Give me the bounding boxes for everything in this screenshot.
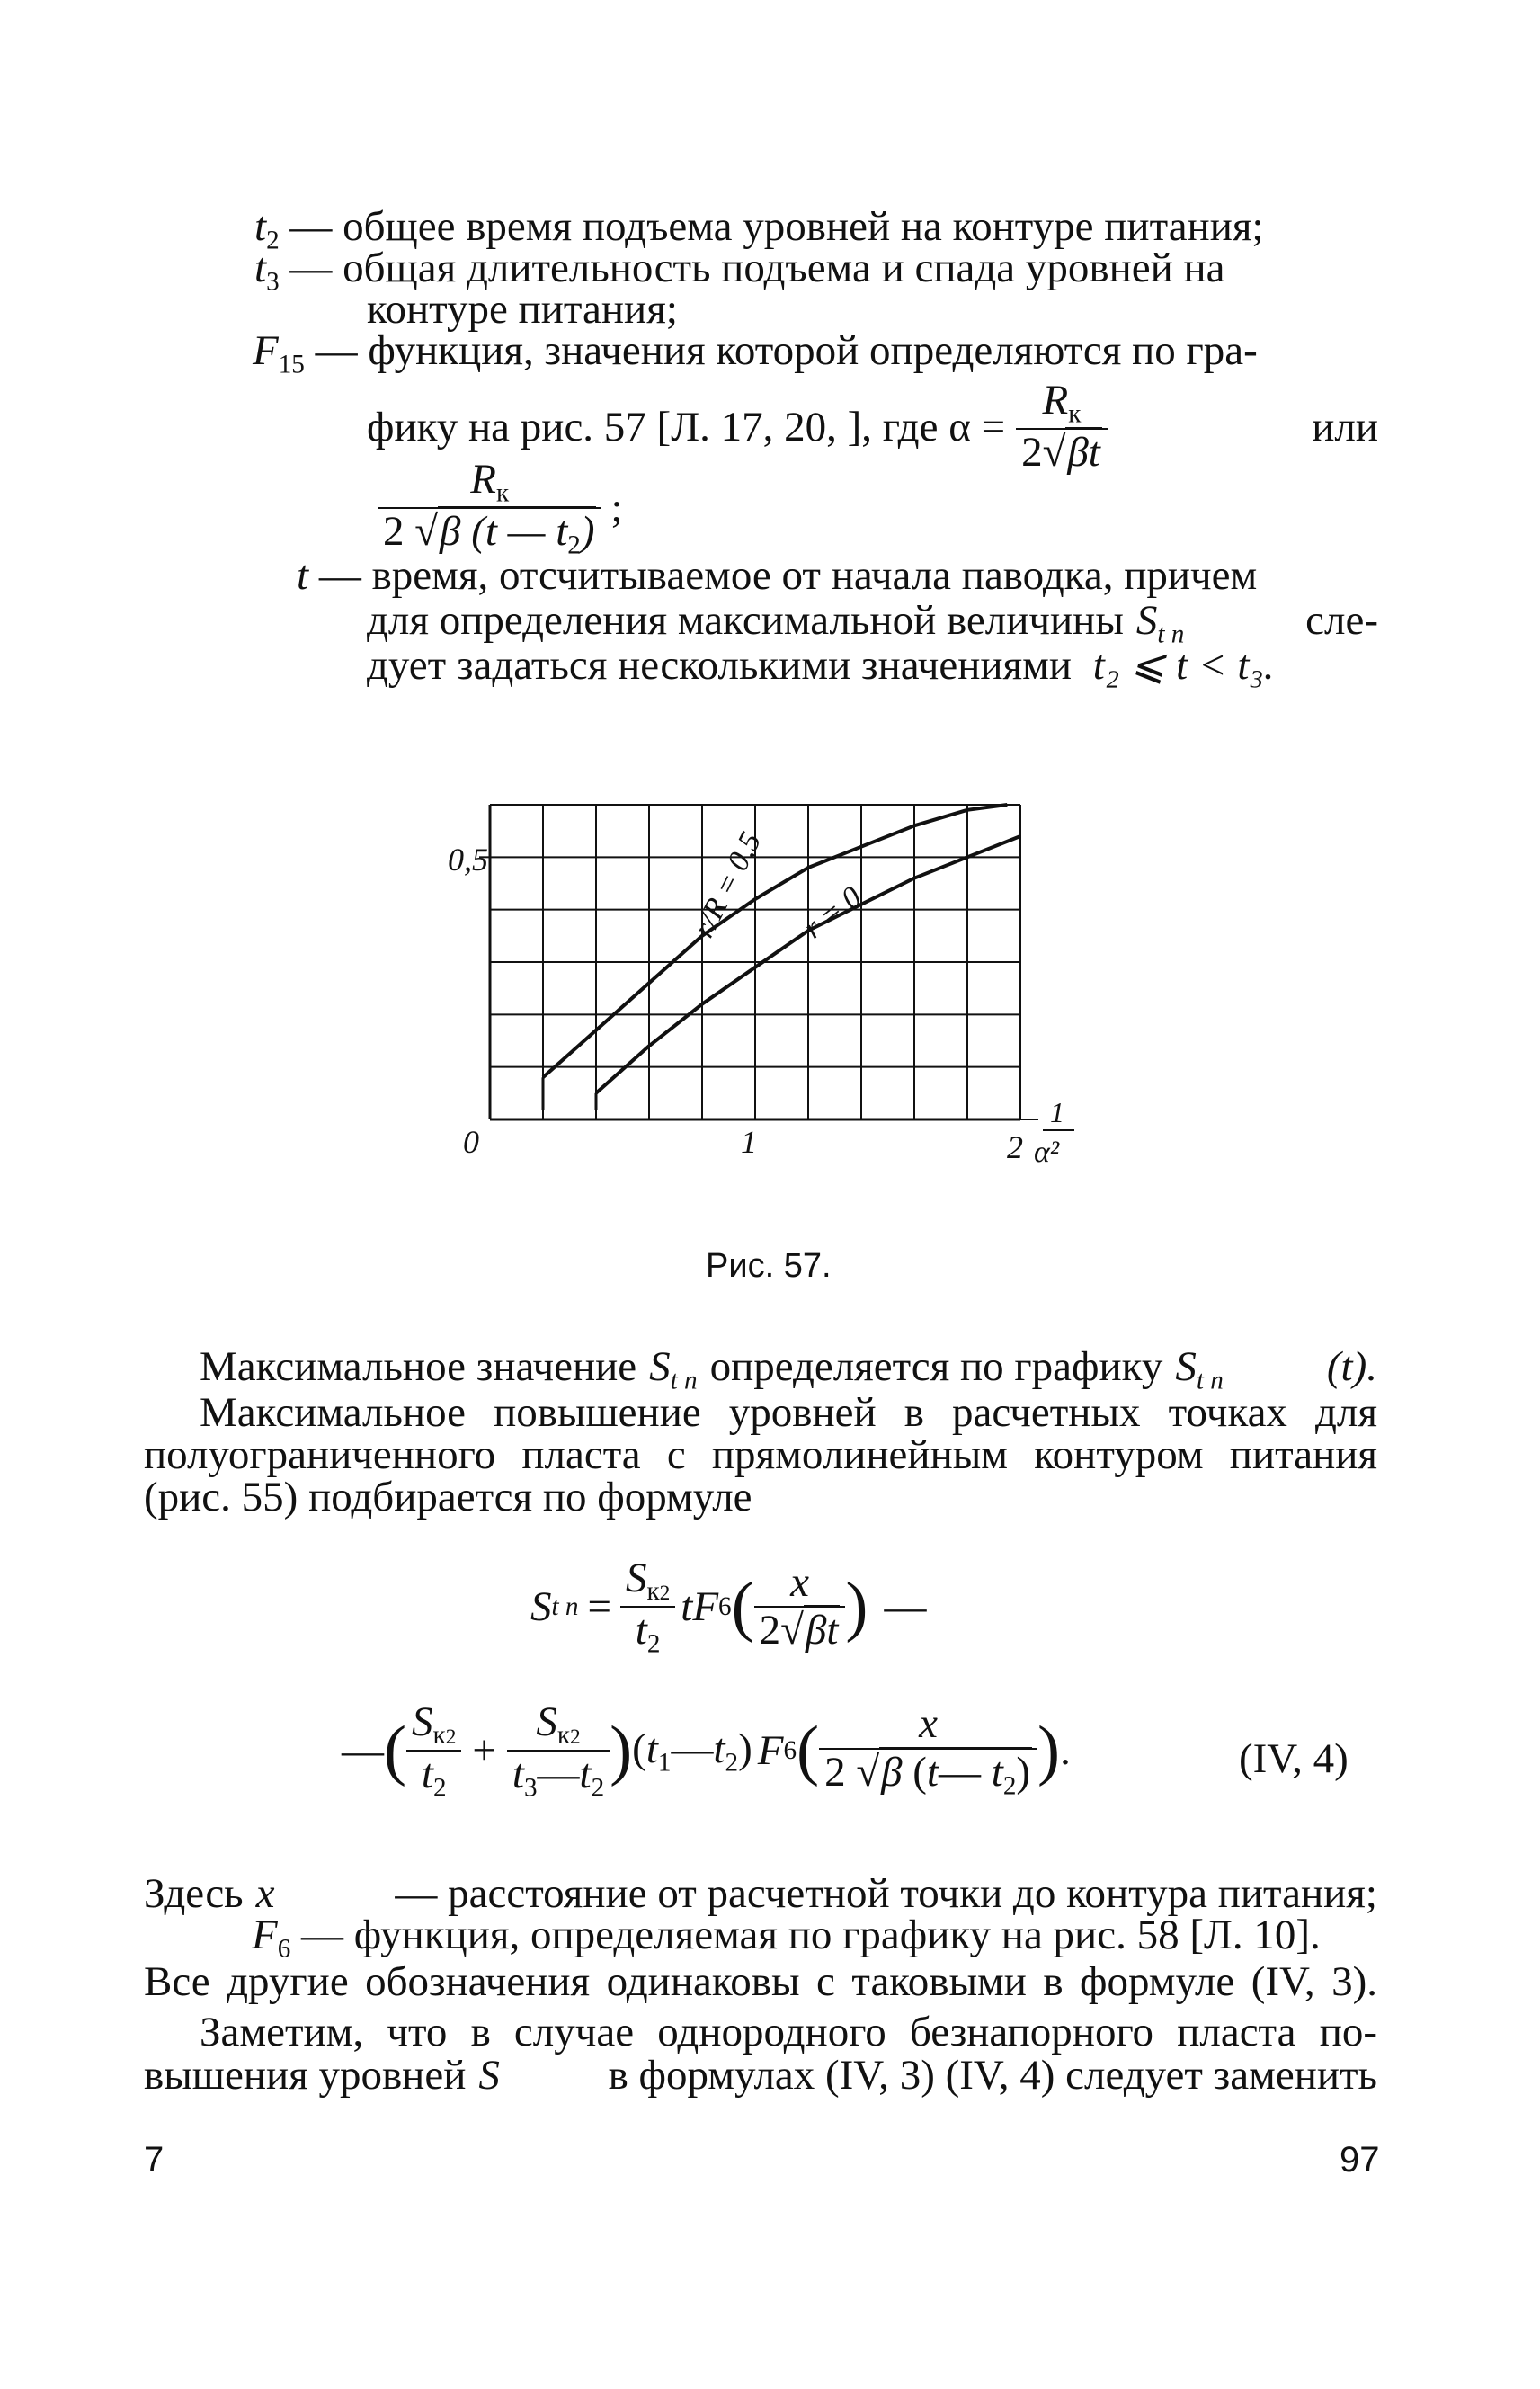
def-t3-cont: контуре питания; [367, 286, 678, 333]
def-t3-text: — общая длительность подъема и спада уровней на [289, 245, 1225, 291]
def-f15-line2: фику на рис. 57 [Л. 17, 20, ], где α = $\frac{R_к}{2√\beta t}$ или [367, 377, 1378, 477]
def-t-text: — время, отсчитываемое от начала паводка, причем [318, 552, 1258, 599]
curve-label-r-0: r = 0 [797, 879, 868, 946]
body-p5: Все другие обозначения одинаковы с таковыми в формуле (IV, 3). [144, 1958, 1377, 2005]
def-f15: $F_{15}$ — функция, значения которой определяются по гра- [253, 327, 1258, 379]
figure-57-chart [0, 773, 1540, 1277]
def-t-line3: дует задаться несколькими значениями t₂ ⩽ t < t₃. [367, 642, 1275, 689]
alpha-fraction-alt: $\frac{R_к}{2 √\beta (t — t_2)}$ [378, 457, 601, 560]
chart-curves [543, 805, 1020, 1110]
formula-iv4-line2: — ( $\frac{S_{к2}}{t_2}$ + $\frac{S_{к2}}{t_3—t_2}$ ) $(t_1—t_2)$ F 6 ( $\frac{x}{2 √\beta (t— t_2)}$ ) . [342, 1698, 1071, 1803]
body-p6-line2: вышения уровней S в формулах (IV, 3) (IV, 4) следует заменить [144, 2052, 1377, 2099]
body-p2-line3: (рис. 55) подбирается по формуле [144, 1474, 752, 1520]
def-t2-text: — общее время подъема уровней на контуре питания; [289, 203, 1264, 250]
x-tick-label-1: 1 [741, 1124, 757, 1160]
def-t-line2: для определения максимальной величины $S_{t п}$ сле- [367, 597, 1378, 649]
body-p6-line1: Заметим, что в случае однородного безнапорного пласта по- [200, 2009, 1377, 2055]
body-p1: Максимальное значение $S_{t п}$ определяется по графику $S_{t п}$ (t). [200, 1343, 1377, 1395]
body-p4: $F_6$ — функция, определяемая по графику на рис. 58 [Л. 10]. [252, 1912, 1321, 1964]
y-tick-label: 0,5 [448, 842, 488, 878]
page-number: 97 [1340, 2140, 1380, 2180]
x-tick-label-2: 2 [1007, 1129, 1023, 1165]
curve-label-r-R-0.5: r/R = 0,5 [687, 826, 769, 943]
def-t3: $t_3$ — общая длительность подъема и спада уровней на [254, 245, 1225, 297]
x-tick-label-0: 0 [463, 1124, 479, 1160]
figure-caption: Рис. 57. [706, 1247, 832, 1285]
x-axis-label-den: α² [1034, 1136, 1060, 1169]
body-p3: Здесь x — расстояние от расчетной точки до контура питания; [144, 1870, 1377, 1917]
def-t: t — время, отсчитываемое от начала паводка, причем [297, 552, 1258, 599]
series-line-0 [543, 805, 1007, 1077]
formula-label: (IV, 4) [1239, 1735, 1349, 1782]
def-t2: $t_2$ — общее время подъема уровней на контуре питания; [254, 203, 1264, 255]
signature-mark: 7 [144, 2140, 165, 2180]
x-axis-label-num: 1 [1050, 1096, 1064, 1128]
body-p2-line1: Максимальное повышение уровней в расчетных точках для [200, 1389, 1377, 1436]
alpha-fraction: $\frac{R_к}{2√\beta t}$ [1016, 378, 1108, 477]
def-f15-text: — функция, значения которой определяются по гра- [315, 327, 1258, 374]
def-f15-frac2: $\frac{R_к}{2 √\beta (t — t_2)}$ ; [378, 457, 623, 560]
formula-iv4-line1: S t п = $\frac{S_{к2}}{t_2}$ tF 6 ( $\frac{x}{2√\beta t}$ ) — [530, 1555, 927, 1659]
body-p2-line2: полуограниченного пласта с прямолинейным контуром питания [144, 1431, 1377, 1478]
